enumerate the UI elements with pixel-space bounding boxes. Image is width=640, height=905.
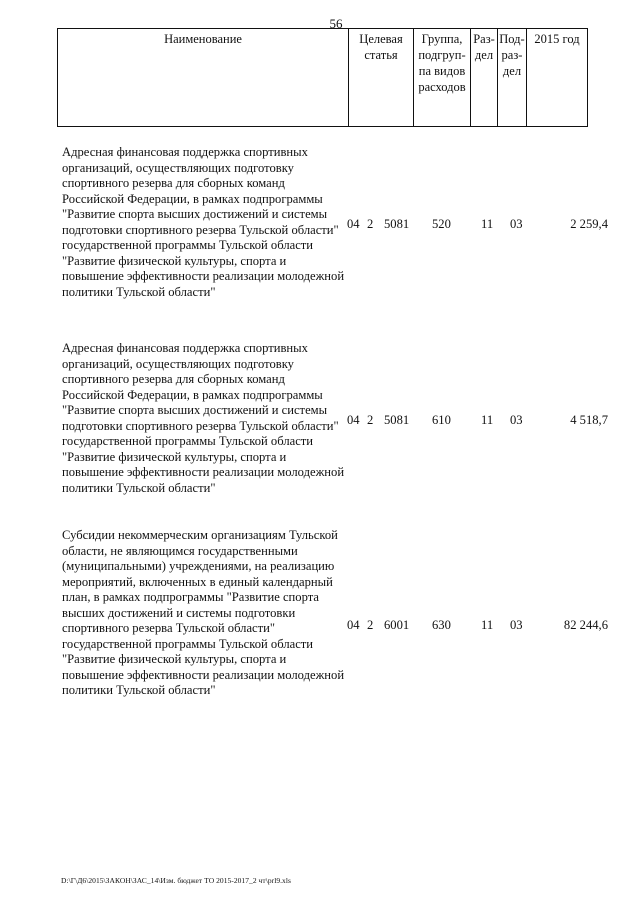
row-section: 11 — [481, 413, 494, 427]
row-subsection: 03 — [510, 217, 523, 231]
row-group: 630 — [432, 618, 451, 632]
header-subsection: Под-раз-дел — [498, 29, 527, 127]
header-year: 2015 год — [527, 29, 588, 127]
row-subsection: 03 — [510, 618, 523, 632]
table-header — [57, 28, 588, 127]
row-amount: 4 518,7 — [570, 413, 608, 427]
row-code-b: 2 — [367, 217, 374, 231]
page-number: 56 — [329, 16, 343, 31]
header-section: Раз-дел — [471, 29, 498, 127]
row-amount: 82 244,6 — [563, 618, 608, 632]
row-group: 520 — [432, 217, 451, 231]
row-section: 11 — [481, 217, 494, 231]
row-name: Адресная финансовая поддержка спортивных организаций, осуществляющих подготовку спортивного резерва для сборных команд Российской Федерации, в рамках подпрограммы "Развитие спорта высших достижений и системы подготовки спортивного резерва Тульской области" государственной программы Тульской области "Развитие физической культуры, спорта и повышение эффективности реализации молодежной политики Тульской области" — [62, 341, 345, 495]
row-code-c: 5081 — [384, 413, 410, 427]
row-code-b: 2 — [367, 413, 374, 427]
row-code-a: 04 — [347, 618, 360, 632]
row-subsection: 03 — [510, 413, 523, 427]
header-group: Группа, подгруп-па видов расходов — [414, 29, 471, 127]
header-target: Целевая статья — [349, 29, 414, 127]
row-group: 610 — [432, 413, 451, 427]
footer-file-path: D:\Г\Д6\2015\ЗАКОН\ЗАС_14\Изм. бюджет ТО 2015-2017_2 чт\prl9.xls — [61, 876, 291, 885]
row-code-c: 5081 — [384, 217, 410, 231]
row-code-a: 04 — [347, 217, 360, 231]
row-name: Адресная финансовая поддержка спортивных организаций, осуществляющих подготовку спортивного резерва для сборных команд Российской Федерации, в рамках подпрограммы "Развитие спорта высших достижений и системы подготовки спортивного резерва Тульской области" государственной программы Тульской области "Развитие физической культуры, спорта и повышение эффективности реализации молодежной политики Тульской области" — [62, 145, 345, 299]
row-amount: 2 259,4 — [570, 217, 608, 231]
row-name: Субсидии некоммерческим организациям Тульской области, не являющимся государственными (муниципальными) учреждениями, на реализацию мероприятий, включенных в единый календарный план, в рамках подпрограммы "Развитие спорта высших достижений и системы подготовки спортивного резерва Тульской области" государственной программы Тульской области "Развитие физической культуры, спорта и повышение эффективности реализации молодежной политики Тульской области" — [62, 528, 345, 697]
header-name: Наименование — [58, 29, 349, 127]
row-code-b: 2 — [367, 618, 374, 632]
row-code-c: 6001 — [384, 618, 410, 632]
row-section: 11 — [481, 618, 494, 632]
row-code-a: 04 — [347, 413, 360, 427]
